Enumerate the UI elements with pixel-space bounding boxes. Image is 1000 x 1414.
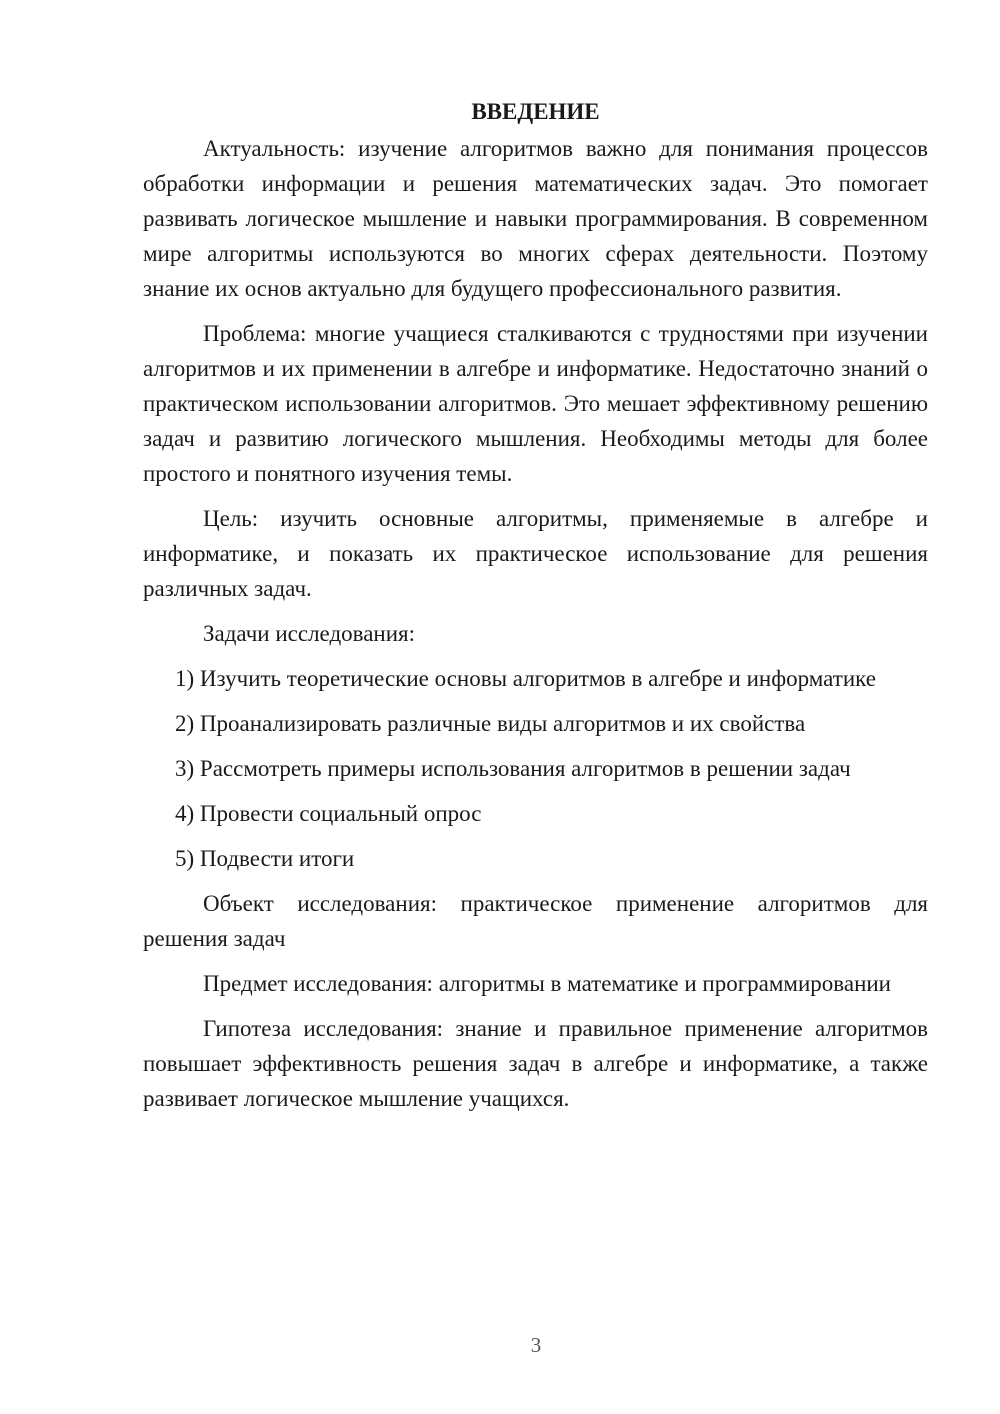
task-item-3: 3) Рассмотреть примеры использования алгоритмов в решении задач	[175, 756, 851, 781]
tasks-list	[143, 661, 928, 876]
task-item-5: 5) Подвести итоги	[175, 846, 355, 871]
relevance-paragraph: Актуальность: изучение алгоритмов важно для понимания процессов обработки информации и решения математических задач. Это помогает развивать логическое мышление и навыки программирования. В современном мире алгоритмы используются во многих сферах деятельности. Поэтому знание их основ актуально для будущего профессионального развития.	[143, 136, 928, 301]
hypothesis-paragraph: Гипотеза исследования: знание и правильное применение алгоритмов повышает эффективность решения задач в алгебре и информатике, а также развивает логическое мышление учащихся.	[143, 1016, 928, 1111]
task-item-4: 4) Провести социальный опрос	[175, 801, 482, 826]
tasks-title: Задачи исследования:	[203, 621, 416, 646]
task-item-2: 2) Проанализировать различные виды алгоритмов и их свойства	[175, 711, 806, 736]
document-body	[143, 94, 928, 1126]
task-item-1: 1) Изучить теоретические основы алгоритмов в алгебре и информатике	[175, 666, 876, 691]
section-heading: ВВЕДЕНИЕ	[471, 99, 600, 124]
page-number: 3	[530, 1333, 542, 1357]
problem-paragraph: Проблема: многие учащиеся сталкиваются с трудностями при изучении алгоритмов и их применении в алгебре и информатике. Недостаточно знаний о практическом использовании алгоритмов. Это мешает эффективному решению задач и развитию логического мышления. Необходимы методы для более простого и понятного изучения темы.	[143, 321, 928, 486]
object-paragraph: Объект исследования: практическое применение алгоритмов для решения задач	[143, 891, 928, 951]
subject-paragraph: Предмет исследования: алгоритмы в математике и программировании	[203, 971, 891, 996]
goal-paragraph: Цель: изучить основные алгоритмы, применяемые в алгебре и информатике, и показать их практическое использование для решения различных задач.	[143, 506, 928, 601]
